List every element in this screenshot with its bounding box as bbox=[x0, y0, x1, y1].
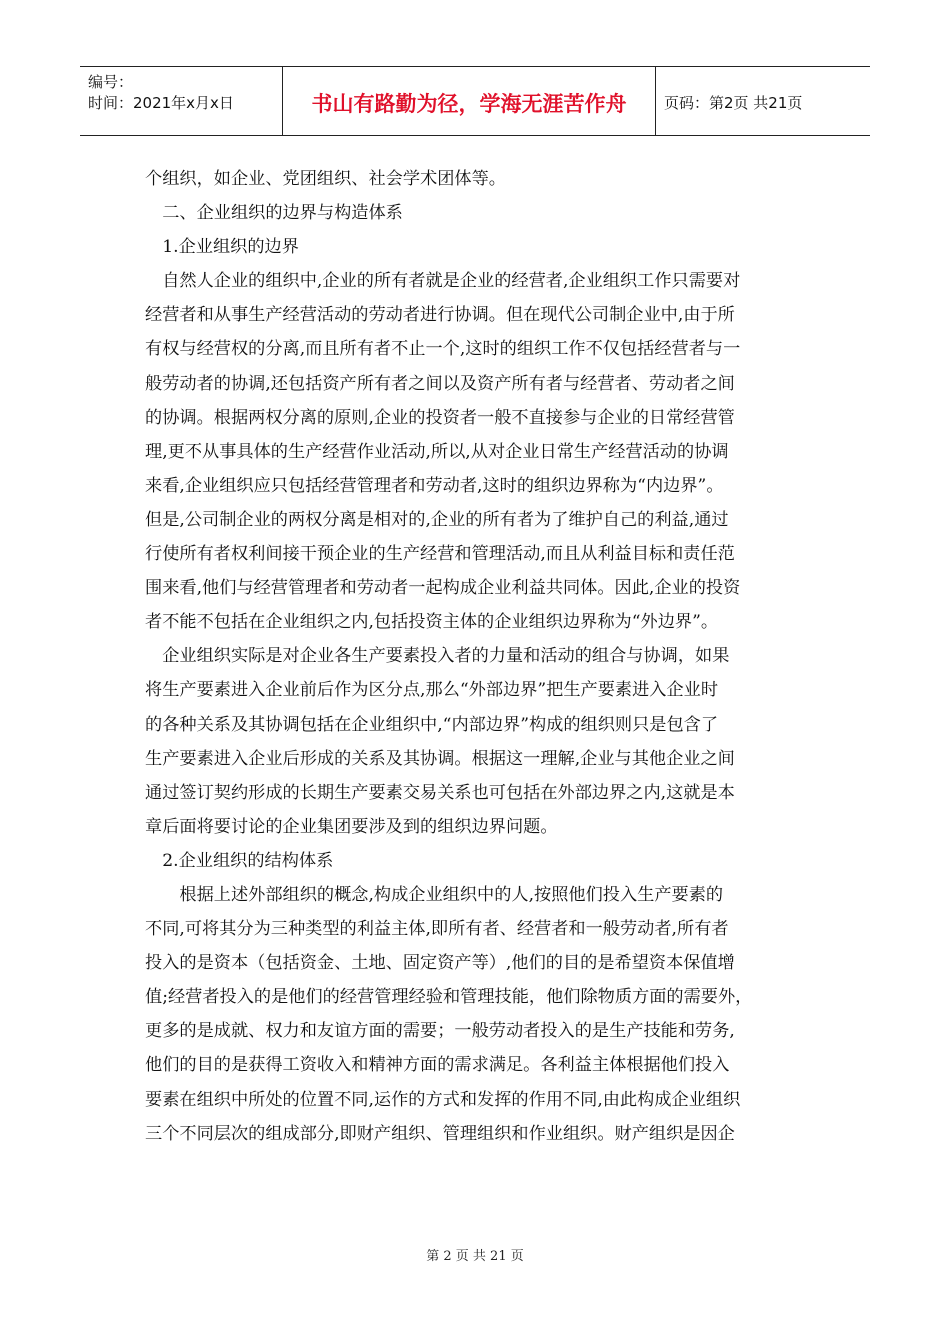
body-line: 三个不同层次的组成部分,即财产组织、管理组织和作业组织。财产组织是因企 bbox=[145, 1123, 735, 1144]
body-line: 理,更不从事具体的生产经营作业活动,所以,从对企业日常生产经营活动的协调 bbox=[145, 441, 729, 462]
body-line: 章后面将要讨论的企业集团要涉及到的组织边界问题。 bbox=[145, 816, 558, 837]
header-meta bbox=[80, 67, 283, 135]
body-line: 通过签订契约形成的长期生产要素交易关系也可包括在外部边界之内,这就是本 bbox=[145, 782, 735, 803]
body-line: 不同,可将其分为三种类型的利益主体,即所有者、经营者和一般劳动者,所有者 bbox=[145, 919, 729, 940]
body-line: 有权与经营权的分离,而且所有者不止一个,这时的组织工作不仅包括经营者与一 bbox=[145, 339, 741, 360]
body-line: 值;经营者投入的是他们的经营管理经验和管理技能，他们除物质方面的需要外， bbox=[145, 987, 753, 1008]
page-header bbox=[80, 66, 870, 136]
body-line: 将生产要素进入企业前后作为区分点,那么“外部边界”把生产要素进入企业时 bbox=[145, 680, 719, 701]
page-footer: 第 2 页 共 21 页 bbox=[426, 1249, 524, 1264]
body-line: 的协调。根据两权分离的原则,企业的投资者一般不直接参与企业的日常经营管 bbox=[145, 407, 735, 428]
body-line: 1.企业组织的边界 bbox=[145, 237, 299, 258]
body-line: 投入的是资本（包括资金、土地、固定资产等）,他们的目的是希望资本保值增 bbox=[145, 953, 735, 974]
body-line: 般劳动者的协调,还包括资产所有者之间以及资产所有者与经营者、劳动者之间 bbox=[145, 373, 735, 394]
body-line: 者不能不包括在企业组织之内,包括投资主体的企业组织边界称为“外边界”。 bbox=[145, 612, 719, 633]
body-line: 他们的目的是获得工资收入和精神方面的需求满足。各利益主体根据他们投入 bbox=[145, 1055, 730, 1076]
header-page-info: 页码：第2页 共21页 bbox=[664, 93, 803, 112]
doc-time-label: 时间：2021年x月x日 bbox=[88, 94, 234, 112]
body-line: 企业组织实际是对企业各生产要素投入者的力量和活动的组合与协调，如果 bbox=[145, 646, 730, 667]
body-line: 但是,公司制企业的两权分离是相对的,企业的所有者为了维护自己的利益,通过 bbox=[145, 509, 729, 530]
body-line: 经营者和从事生产经营活动的劳动者进行协调。但在现代公司制企业中,由于所 bbox=[145, 305, 735, 326]
body-line: 二、企业组织的边界与构造体系 bbox=[145, 203, 403, 224]
header-motto: 书山有路勤为径，学海无涯苦作舟 bbox=[283, 67, 656, 135]
body-line: 自然人企业的组织中,企业的所有者就是企业的经营者,企业组织工作只需要对 bbox=[145, 271, 741, 292]
body-line: 个组织，如企业、党团组织、社会学术团体等。 bbox=[145, 169, 506, 189]
body-line: 根据上述外部组织的概念,构成企业组织中的人,按照他们投入生产要素的 bbox=[145, 884, 724, 905]
body-line: 2.企业组织的结构体系 bbox=[145, 850, 334, 871]
body-line: 要素在组织中所处的位置不同,运作的方式和发挥的作用不同,由此构成企业组织 bbox=[145, 1089, 741, 1110]
body-line: 行使所有者权利间接干预企业的生产经营和管理活动,而且从利益目标和责任范 bbox=[145, 544, 735, 565]
document-body bbox=[145, 162, 815, 1151]
doc-number-label: 编号： bbox=[88, 73, 134, 91]
body-line: 来看,企业组织应只包括经营管理者和劳动者,这时的组织边界称为“内边界”。 bbox=[145, 475, 724, 496]
body-line: 的各种关系及其协调包括在企业组织中,“内部边界”构成的组织则只是包含了 bbox=[145, 714, 719, 735]
body-line: 生产要素进入企业后形成的关系及其协调。根据这一理解,企业与其他企业之间 bbox=[145, 748, 735, 769]
body-line: 围来看,他们与经营管理者和劳动者一起构成企业利益共同体。因此,企业的投资 bbox=[145, 578, 741, 599]
body-line: 更多的是成就、权力和友谊方面的需要；一般劳动者投入的是生产技能和劳务, bbox=[145, 1021, 735, 1042]
